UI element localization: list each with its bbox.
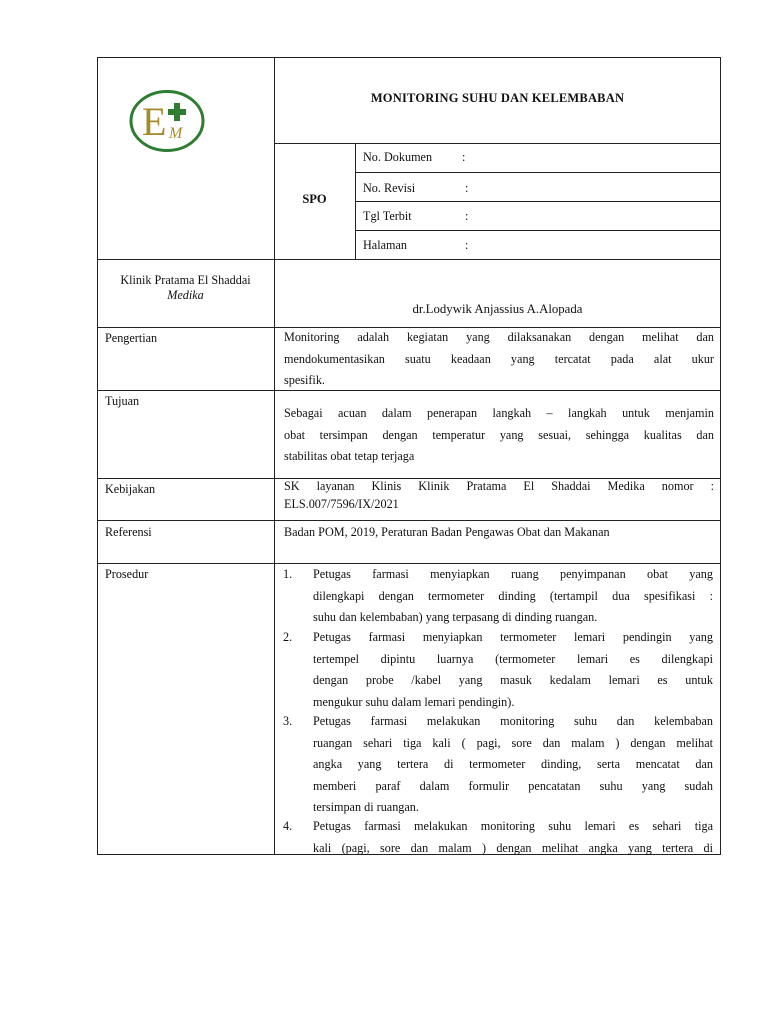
tujuan-line: obat tersimpan dengan temperatur yang sesuai, sehingga kualitas dan	[284, 427, 714, 442]
tujuan-text	[284, 403, 714, 468]
divider-field-2	[355, 201, 721, 202]
step-line: Petugas farmasi melakukan monitoring suhu dan kelembaban	[313, 714, 713, 728]
field-sep: :	[465, 238, 469, 252]
field-label-no-revisi: No. Revisi	[363, 181, 416, 195]
step-line: Petugas farmasi menyiapkan ruang penyimpanan obat yang	[313, 567, 713, 581]
divider-kebijakan-bottom	[97, 520, 721, 521]
divider-content-left	[274, 484, 275, 855]
step-line: ruangan sehari tiga kali ( pagi, sore dan malam ) dengan melihat	[313, 735, 713, 750]
step-line: Petugas farmasi menyiapkan termometer lemari pendingin yang	[313, 630, 713, 644]
step-line: suhu dan kelembaban) yang terpasang di dinding ruangan.	[313, 610, 598, 624]
step-line: dengan probe /kabel yang masuk kedalam lemari es untuk	[313, 673, 713, 687]
pengertian-line: Monitoring adalah kegiatan yang dilaksanakan dengan melihat dan	[284, 330, 714, 344]
prosedur-step	[283, 564, 713, 629]
step-line: memberi paraf dalam formulir pencatatan suhu yang sudah	[313, 778, 713, 793]
spo-label: SPO	[302, 192, 327, 206]
prosedur-step	[283, 627, 713, 713]
step-number: 4.	[283, 819, 293, 833]
clinic-logo-icon	[128, 89, 206, 153]
section-label-tujuan: Tujuan	[105, 394, 140, 408]
kebijakan-line: ELS.007/7596/IX/2021	[284, 496, 399, 511]
pengertian-text	[284, 327, 714, 392]
field-sep: :	[465, 181, 469, 195]
referensi-text: Badan POM, 2019, Peraturan Badan Pengawas Obat dan Makanan	[284, 525, 610, 539]
kebijakan-text	[284, 478, 714, 513]
step-line: tertempel dipintu luarnya (termometer lemari es dilengkapi	[313, 651, 713, 666]
step-line: dilengkapi dengan termometer dinding (tertampil dua spesifikasi :	[313, 588, 713, 603]
step-number: 1.	[283, 567, 293, 581]
section-label-prosedur: Prosedur	[105, 567, 149, 581]
prosedur-step	[283, 816, 713, 859]
step-line: angka yang tertera di termometer dinding, serta mencatat dan	[313, 757, 713, 771]
divider-header-bottom	[97, 259, 721, 260]
step-number: 3.	[283, 714, 293, 728]
logo-letter-e: E	[142, 99, 167, 144]
step-number: 2.	[283, 630, 293, 644]
logo-letter-m: M	[169, 125, 183, 142]
kebijakan-line: SK layanan Klinis Klinik Pratama El Shaddai Medika nomor :	[284, 479, 714, 493]
field-label-halaman: Halaman	[363, 238, 407, 252]
field-label-no-dokumen: No. Dokumen	[363, 150, 433, 164]
step-line: kali (pagi, sore dan malam ) dengan melihat angka yang tertera di	[313, 840, 713, 855]
field-sep: :	[462, 150, 466, 164]
clinic-name: Klinik Pratama El Shaddai	[120, 273, 251, 287]
divider-field-3	[355, 230, 721, 231]
step-line: mengukur suhu dalam lemari pendingin).	[313, 694, 515, 709]
section-label-kebijakan: Kebijakan	[105, 482, 156, 496]
clinic-name-italic: Medika	[167, 288, 204, 302]
section-label-pengertian: Pengertian	[105, 331, 158, 345]
page-title: MONITORING SUHU DAN KELEMBABAN	[370, 91, 625, 105]
tujuan-line: stabilitas obat tetap terjaga	[284, 449, 415, 463]
section-label-referensi: Referensi	[105, 525, 152, 539]
divider-header-left	[274, 57, 275, 484]
tujuan-line: Sebagai acuan dalam penerapan langkah – langkah untuk menjamin	[284, 406, 714, 420]
step-line: Petugas farmasi melakukan monitoring suhu lemari es sehari tiga	[313, 819, 713, 833]
divider-title-bottom	[274, 143, 721, 144]
field-sep: :	[465, 209, 469, 223]
pengertian-line: spesifik.	[284, 373, 325, 387]
signatory-name: dr.Lodywik Anjassius A.Alopada	[412, 302, 583, 316]
step-line: tersimpan di ruangan.	[313, 800, 419, 814]
pengertian-line: mendokumentasikan suatu keadaan yang tercatat pada alat ukur	[284, 351, 714, 366]
field-label-tgl-terbit: Tgl Terbit	[363, 209, 412, 223]
prosedur-step	[283, 711, 713, 819]
divider-field-1	[355, 172, 721, 173]
